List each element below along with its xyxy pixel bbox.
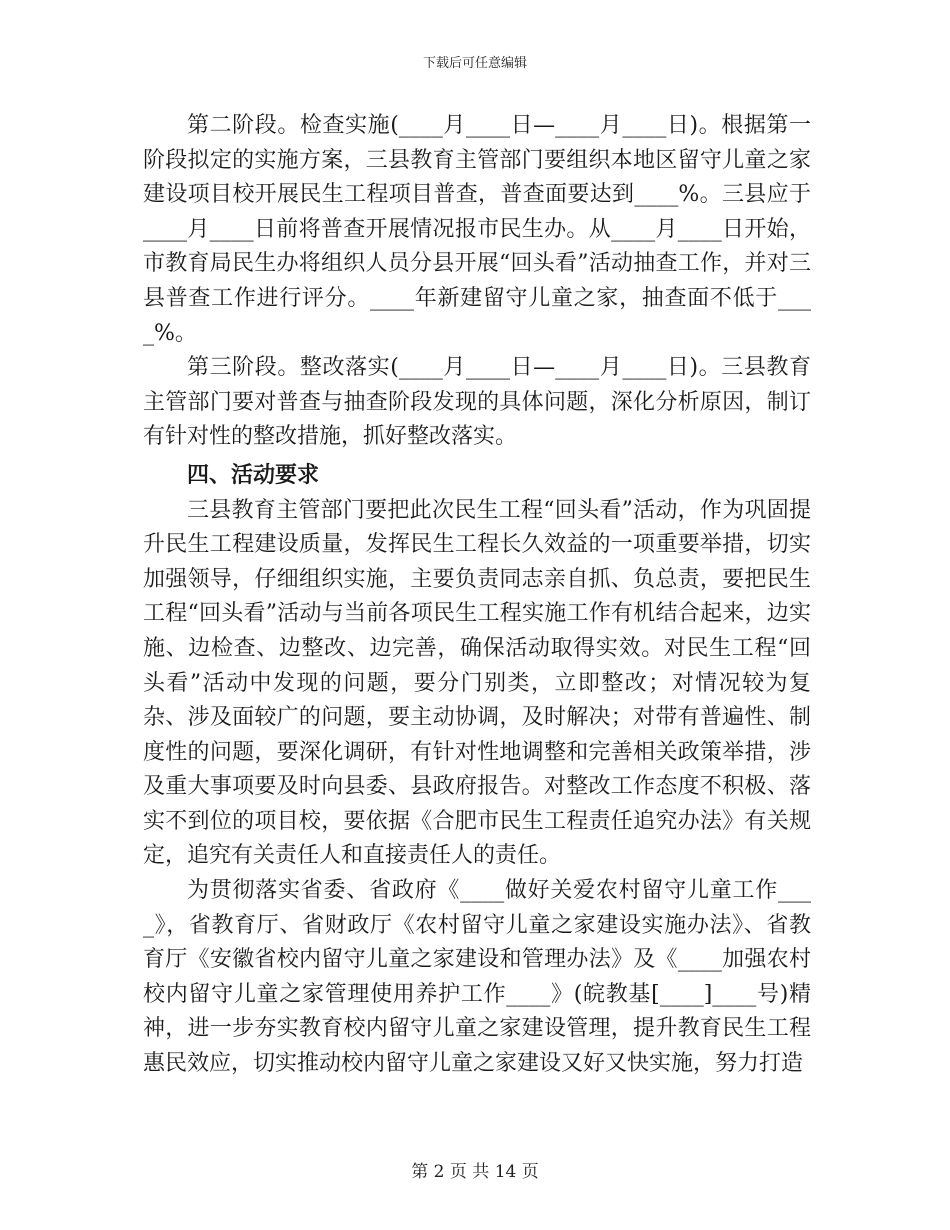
page-number: 第 2 页 共 14 页 [411, 1162, 539, 1182]
paragraph-stage-two: 第二阶段。检查实施(____月____日—____月____日)。根据第一阶段拟定的实施方案，三县教育主管部门要组织本地区留守儿童之家建设项目校开展民生工程项目普查，普查面要达到____%。三县应于____月____日前将普查开展情况报市民生办。从____月____日开始，市教育局民生办将组织人员分县开展“回头看”活动抽查工作，并对三县普查工作进行评分。____年新建留守儿童之家，抽查面不低于____%。 [143, 113, 811, 346]
section-heading-activity-requirements: 四、活动要求 [187, 462, 320, 488]
paragraph-requirements: 三县教育主管部门要把此次民生工程“回头看”活动，作为巩固提升民生工程建设质量，发挥民生工程长久效益的一项重要举措，切实加强领导，仔细组织实施，主要负责同志亲自抓、负总责，要把民生工程“回头看”活动与当前各项民生工程实施工作有机结合起来，边实施、边检查、边整改、边完善，确保活动取得实效。对民生工程“回头看”活动中发现的问题，要分门别类，立即整改；对情况较为复杂、涉及面较广的问题，要主动协调，及时解决；对带有普遍性、制度性的问题，要深化调研，有针对性地调整和完善相关政策举措，涉及重大事项要及时向县委、县政府报告。对整改工作态度不积极、落实不到位的项目校，要依据《合肥市民生工程责任追究办法》有关规定，追究有关责任人和直接责任人的责任。 [143, 497, 811, 869]
document-body [143, 109, 811, 1082]
paragraph-stage-three: 第三阶段。整改落实(____月____日—____月____日)。三县教育主管部门要对普查与抽查阶段发现的具体问题，深化分析原因，制订有针对性的整改措施，抓好整改落实。 [143, 355, 811, 450]
page-header: 下载后可任意编辑 [422, 56, 527, 71]
paragraph-implementation: 为贯彻落实省委、省政府《____做好关爱农村留守儿童工作____》，省教育厅、省财政厅《农村留守儿童之家建设实施办法》、省教育厅《安徽省校内留守儿童之家建设和管理办法》及《____加强农村校内留守儿童之家管理使用养护工作____》(皖教基[____]____号)精神，进一步夯实教育校内留守儿童之家建设管理，提升教育民生工程惠民效应，切实推动校内留守儿童之家建设又好又快实施，努力打造 [143, 878, 811, 1077]
